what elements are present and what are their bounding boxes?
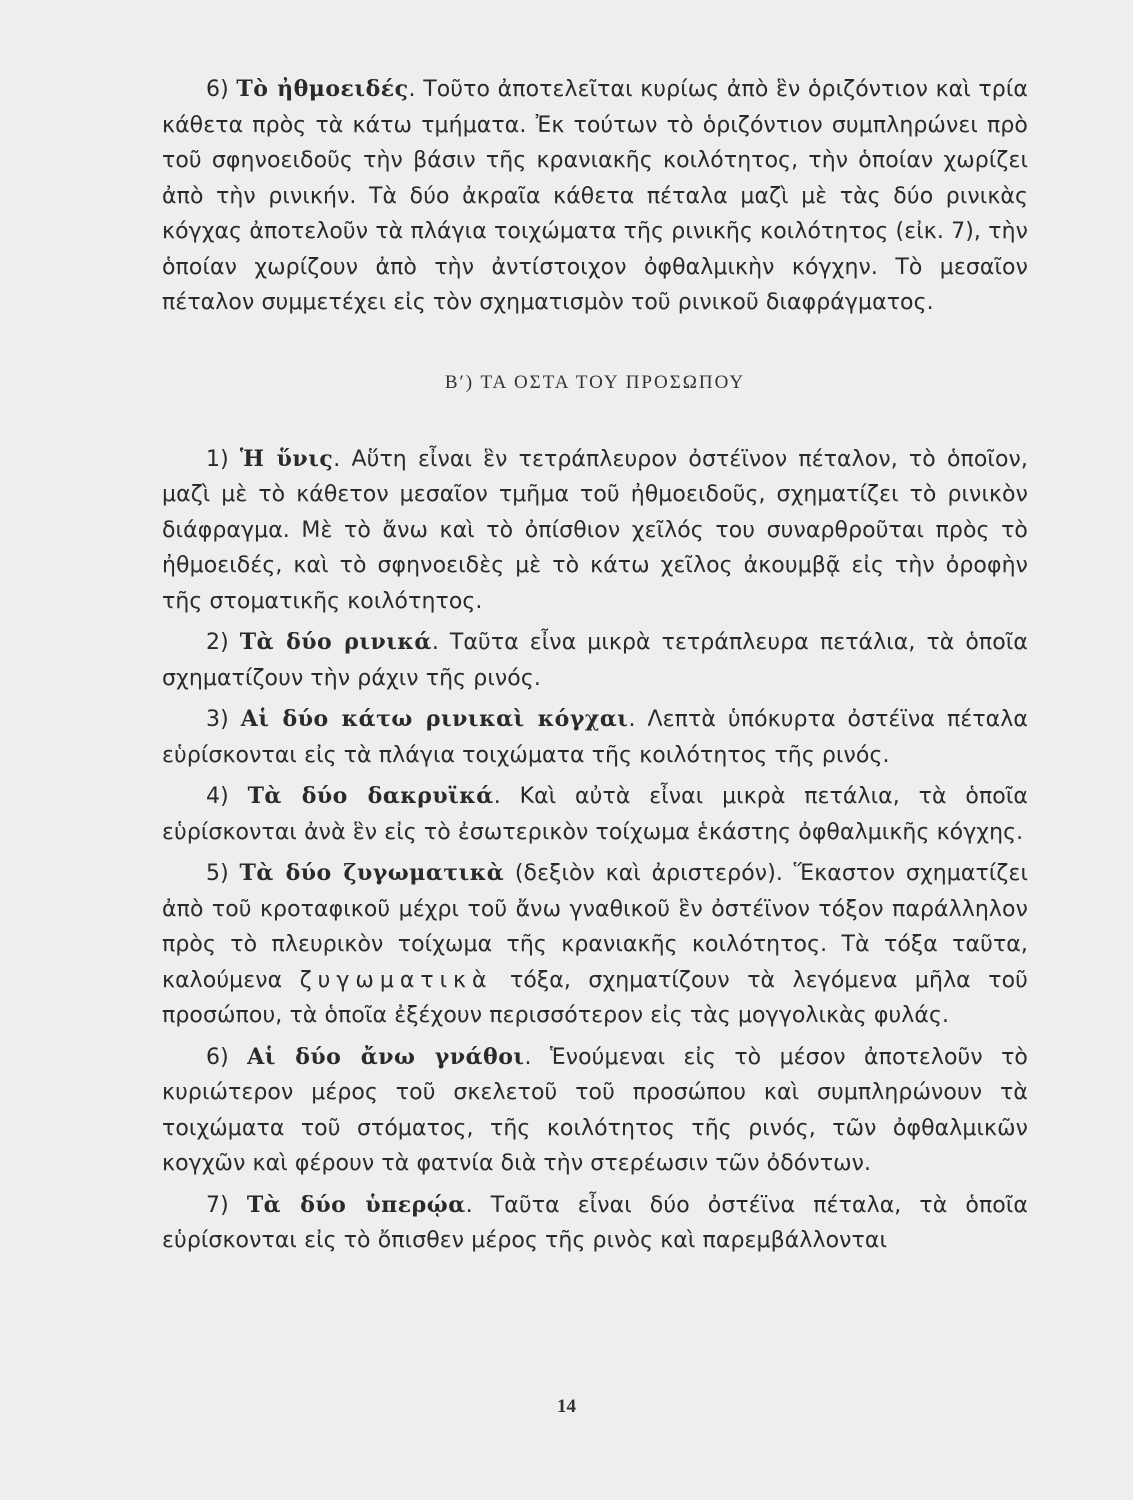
item-text: . Τοῦτο ἀποτελεῖται κυρίως ἀπὸ ἓν ὁριζόντιον καὶ τρία κάθετα πρὸς τὰ κάτω τμήματα. Ἐκ τούτων τὸ ὁριζόντιον συμπληρώνει πρὸ τοῦ σφηνοειδοῦς τὴν βάσιν τῆς κρανιακῆς κοιλότητος, τὴν ὁποίαν χωρίζει ἀπὸ τὴν ρινικήν. Τὰ δύο ἀκραῖα κάθετα πέταλα μαζὶ μὲ τὰς δύο ρινικὰς κόγχας ἀποτελοῦν τὰ πλάγια τοιχώματα τῆς ρινικῆς κοιλότητος (εἰκ. 7), τὴν ὁποίαν χωρίζουν ἀπὸ τὴν ἀντίστοιχον ὀφθαλμικὴν κόγχην. Τὸ μεσαῖον πέταλον συμμετέχει εἰς τὸν σχηματισμὸν τοῦ ρινικοῦ διαφράγματος. <box>162 77 1028 315</box>
item-text: (δεξιὸν καὶ ἀριστερόν). Ἕκαστον σχηματίζει ἀπὸ τοῦ κροταφικοῦ μέχρι τοῦ ἄνω γναθικοῦ ἓν ὀστέϊνον τόξον παράλληλον πρὸς τὸ πλευρικὸν τοίχωμα τῆς κρανιακῆς κοιλότητος. Τὰ τόξα ταῦτα, καλούμενα <box>162 861 1028 993</box>
item-heading: Τὰ δύο δακρυϊκά <box>247 783 494 809</box>
document-page <box>162 72 1028 1259</box>
item-heading: Ἡ ὕνις <box>239 445 334 472</box>
item-number: 5) <box>206 861 229 886</box>
spaced-term: ζυγωματικὰ <box>299 967 493 993</box>
item-text-continued: τόξα, σχηματίζουν τὰ λεγόμενα μῆλα τοῦ προσώπου, τὰ ὁποῖα ἐξέχουν περισσότερον εἰς τὰς μογγολικὰς φυλάς. <box>162 967 1028 1028</box>
item-text: . Ταῦτα εἶναι δύο ὀστέϊνα πέταλα, τὰ ὁποῖα εὑρίσκονται εἰς τὸ ὄπισθεν μέρος τῆς ρινὸς καὶ παρεμβάλλονται <box>162 1192 1028 1253</box>
paragraph-ethmoid <box>162 72 1028 321</box>
item-text: . Αὕτη εἶναι ἓν τετράπλευρον ὀστέϊνον πέταλον, τὸ ὁποῖον, μαζὶ μὲ τὸ κάθετον μεσαῖον τμῆμα τοῦ ἠθμοειδοῦς, σχηματίζει τὸ ρινικὸν διάφραγμα. Μὲ τὸ ἄνω καὶ τὸ ὀπίσθιον χεῖλός του συναρθροῦται πρὸς τὸ ἠθμοειδές, καὶ τὸ σφηνοειδὲς μὲ τὸ κάτω χεῖλος ἀκουμβᾷ εἰς τὴν ὀροφὴν τῆς στοματικῆς κοιλότητος. <box>162 446 1029 614</box>
item-text: . Καὶ αὐτὰ εἶναι μικρὰ πετάλια, τὰ ὁποῖα εὑρίσκονται ἀνὰ ἓν εἰς τὸ ἐσωτερικὸν τοίχωμα ἑκάστης ὀφθαλμικῆς κόγχης. <box>162 784 1028 845</box>
item-number: 3) <box>206 707 229 732</box>
paragraph-lacrimal <box>162 779 1028 850</box>
item-text: . Ἑνούμεναι εἰς τὸ μέσον ἀποτελοῦν τὸ κυριώτερον μέρος τοῦ σκελετοῦ τοῦ προσώπου καὶ συμπληρώνουν τὰ τοιχώματα τοῦ στόματος, τῆς κοιλότητος τῆς ρινός, τῶν ὀφθαλμικῶν κογχῶν καὶ φέρουν τὰ φατνία διὰ τὴν στερέωσιν τῶν ὀδόντων. <box>162 1044 1028 1176</box>
page-number: 14 <box>557 1396 576 1417</box>
paragraph-maxillae <box>162 1040 1028 1182</box>
item-heading: Τὰ δύο ζυγωματικὰ <box>239 860 505 886</box>
item-number: 6) <box>206 1044 229 1070</box>
item-number: 6) <box>206 77 229 102</box>
section-heading: Β′) ΤΑ ΟΣΤΑ ΤΟΥ ΠΡΟΣΩΠΟΥ <box>444 371 746 393</box>
item-heading: Τὰ δύο ὑπερῴα <box>246 1191 466 1218</box>
item-heading: Αἱ δύο ἄνω γνάθοι <box>247 1043 525 1070</box>
item-text: . Λεπτὰ ὑπόκυρτα ὀστέϊνα πέταλα εὑρίσκονται εἰς τὰ πλάγια τοιχώματα τῆς κοιλότητος τῆς ρινός. <box>162 707 1029 768</box>
item-number: 1) <box>206 446 229 472</box>
item-heading: Αἱ δύο κάτω ρινικαὶ κόγχαι <box>240 706 629 732</box>
item-text: . Ταῦτα εἶνα μικρὰ τετράπλευρα πετάλια, τὰ ὁποῖα σχηματίζουν τὴν ράχιν τῆς ρινός. <box>162 630 1028 691</box>
item-number: 2) <box>206 630 229 655</box>
paragraph-inferior-conchae <box>162 702 1028 773</box>
paragraph-zygomatic <box>162 856 1028 1034</box>
paragraph-nasal <box>162 625 1028 696</box>
item-heading: Τὸ ἠθμοειδές <box>236 76 409 102</box>
paragraph-vomer <box>162 442 1028 620</box>
item-number: 7) <box>206 1192 229 1218</box>
item-number: 4) <box>206 784 229 809</box>
item-heading: Τὰ δύο ρινικά <box>239 629 432 655</box>
paragraph-palatine <box>162 1188 1028 1259</box>
